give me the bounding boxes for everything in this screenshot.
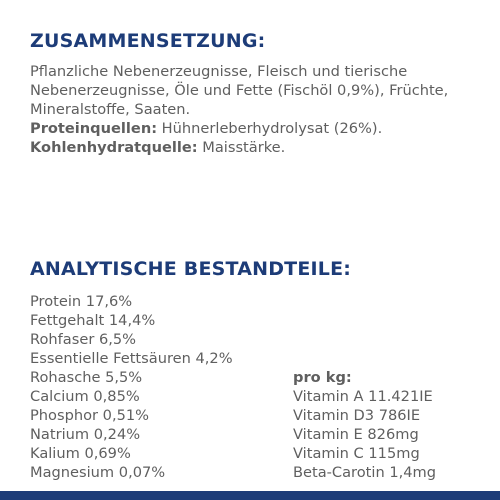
per-kg-item-beta-carotene: Beta-Carotin 1,4mg [293, 464, 437, 481]
per-kg-item-vitamin-c: Vitamin C 115mg [293, 445, 420, 462]
per-kg-item-vitamin-a: Vitamin A 11.421IE [293, 388, 433, 405]
footer-bar [0, 491, 500, 500]
per-kg-label: pro kg: [293, 369, 352, 386]
analysis-item-protein: Protein 17,6% [30, 293, 133, 310]
protein-sources-label: Proteinquellen: [30, 120, 158, 137]
analysis-heading: ANALYTISCHE BESTANDTEILE: [30, 258, 352, 280]
carbohydrate-source-line [30, 138, 490, 157]
per-kg-item-vitamin-e: Vitamin E 826mg [293, 426, 419, 443]
composition-heading: ZUSAMMENSETZUNG: [30, 30, 266, 52]
carbohydrate-source-value: Maisstärke. [197, 139, 286, 156]
protein-sources-value: Hühnerleberhydrolysat (26%). [157, 120, 383, 137]
analysis-item-fat: Fettgehalt 14,4% [30, 312, 156, 329]
protein-sources-line [30, 119, 490, 138]
analysis-item-sodium: Natrium 0,24% [30, 426, 141, 443]
analysis-item-ash: Rohasche 5,5% [30, 369, 143, 386]
analysis-item-phosphorus: Phosphor 0,51% [30, 407, 150, 424]
analysis-item-potassium: Kalium 0,69% [30, 445, 131, 462]
analysis-item-magnesium: Magnesium 0,07% [30, 464, 166, 481]
analysis-list [30, 292, 233, 482]
analysis-item-calcium: Calcium 0,85% [30, 388, 140, 405]
analysis-item-fatty-acids: Essentielle Fettsäuren 4,2% [30, 350, 233, 367]
per-kg-item-vitamin-d3: Vitamin D3 786IE [293, 407, 421, 424]
analysis-item-fiber: Rohfaser 6,5% [30, 331, 137, 348]
composition-text: Pflanzliche Nebenerzeugnisse, Fleisch und tierische Nebenerzeugnisse, Öle und Fette (Fischöl 0,9%), Früchte, Mineralstoffe, Saaten. [30, 63, 449, 118]
carbohydrate-source-label: Kohlenhydratquelle: [30, 139, 198, 156]
per-kg-list [293, 368, 436, 482]
composition-section [30, 62, 490, 157]
